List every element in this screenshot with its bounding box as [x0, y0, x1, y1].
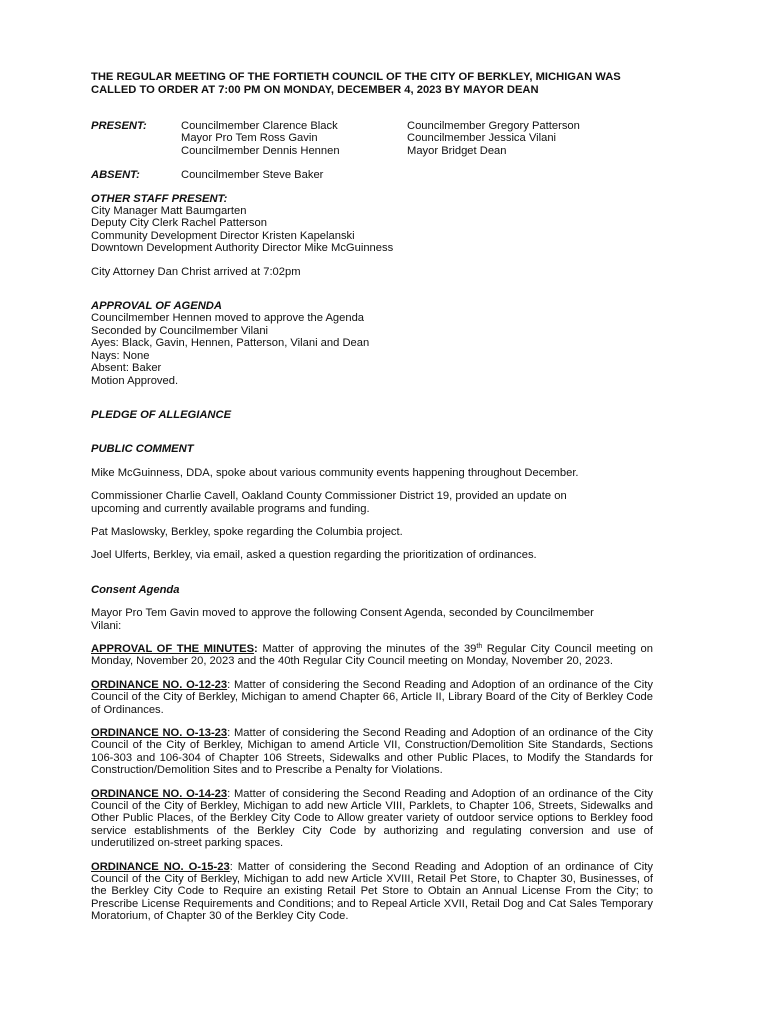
- agenda-line: Councilmember Hennen moved to approve the Agenda: [91, 312, 365, 325]
- present-member: Mayor Pro Tem Ross Gavin: [181, 132, 318, 145]
- attorney-note: City Attorney Dan Christ arrived at 7:02pm: [91, 265, 301, 278]
- ordinance-item: [91, 679, 653, 716]
- agenda-line: Seconded by Councilmember Vilani: [91, 324, 269, 337]
- ordinance-label: ORDINANCE NO. O-15-23: [91, 860, 230, 873]
- agenda-section: [91, 300, 653, 387]
- staff-line: City Manager Matt Baumgarten: [91, 205, 247, 218]
- consent-intro-line-1: Mayor Pro Tem Gavin moved to approve the following Consent Agenda, seconded by Councilmember: [91, 607, 594, 620]
- present-column-2: [407, 120, 580, 157]
- meeting-title-line-2: CALLED TO ORDER AT 7:00 PM ON MONDAY, DECEMBER 4, 2023 BY MAYOR DEAN: [91, 84, 539, 96]
- absent-section: [91, 169, 653, 181]
- staff-section: [91, 193, 653, 255]
- public-comment-2-line-1: Commissioner Charlie Cavell, Oakland County Commissioner District 19, provided an update on: [91, 490, 567, 503]
- ordinance-text: : Matter of considering the Second Reading and Adoption of an ordinance of the City Council of the City of Berkley, Michigan to amend Chapter 66, Article II, Library Board of the City of Berkley Code of Ordinances.: [91, 678, 653, 716]
- ordinance-label: ORDINANCE NO. O-13-23: [91, 727, 228, 739]
- public-comment-heading: PUBLIC COMMENT: [91, 443, 194, 456]
- document-page: [91, 71, 653, 923]
- present-member: Councilmember Gregory Patterson: [407, 120, 580, 132]
- present-member: Councilmember Dennis Hennen: [181, 144, 340, 157]
- public-comment-3: Pat Maslowsky, Berkley, spoke regarding the Columbia project.: [91, 525, 403, 538]
- consent-agenda-heading: Consent Agenda: [91, 583, 180, 596]
- minutes-item-colon: :: [254, 642, 258, 655]
- ordinance-item: [91, 727, 653, 777]
- consent-intro-line-2: Vilani:: [91, 619, 122, 632]
- staff-heading: OTHER STAFF PRESENT:: [91, 192, 228, 205]
- agenda-line: Absent: Baker: [91, 362, 162, 375]
- consent-intro: [91, 607, 653, 632]
- agenda-heading: APPROVAL OF AGENDA: [91, 300, 222, 313]
- present-member: Councilmember Jessica Vilani: [407, 132, 557, 145]
- ordinance-item: [91, 788, 653, 850]
- public-comment-4: Joel Ulferts, Berkley, via email, asked a question regarding the prioritization of ordinances.: [91, 549, 537, 562]
- minutes-item-text-1: Matter of approving the minutes of the 39: [257, 642, 477, 655]
- public-comment-2: [91, 490, 653, 515]
- present-member: Mayor Bridget Dean: [407, 144, 507, 157]
- present-member: Councilmember Clarence Black: [181, 120, 338, 132]
- staff-line: Community Development Director Kristen Kapelanski: [91, 229, 355, 242]
- minutes-item-text-2: Regular City Council meeting on Monday, November 20, 2023 and the 40th Regular City Council meeting on Monday, November 20, 2023.: [91, 642, 653, 668]
- meeting-title-line-1: THE REGULAR MEETING OF THE FORTIETH COUNCIL OF THE CITY OF BERKLEY, MICHIGAN WAS: [91, 71, 621, 83]
- minutes-item-superscript: th: [476, 642, 483, 650]
- meeting-title: [91, 71, 653, 97]
- present-column-1: [181, 120, 407, 157]
- absent-label: ABSENT:: [91, 169, 140, 182]
- public-comment-1: Mike McGuinness, DDA, spoke about various community events happening throughout December.: [91, 466, 579, 479]
- ordinance-text: : Matter of considering the Second Reading and Adoption of an ordinance of the City Council of the City of Berkley, Michigan to add new Article VIII, Parklets, to Chapter 106, Streets, Sidewalks and Other Public Places, of the Berkley City Code to Allow greater variety of outdoor service options to Berkley food service establishments of the Berkley City Code by authorizing and regulating conversion and use of underutilized on-street parking spaces.: [91, 787, 653, 850]
- present-label: PRESENT:: [91, 120, 147, 132]
- pledge-heading: PLEDGE OF ALLEGIANCE: [91, 408, 232, 421]
- minutes-item-label: APPROVAL OF THE MINUTES: [91, 642, 255, 655]
- ordinance-text: : Matter of considering the Second Reading and Adoption of an ordinance of City Council of the City of Berkley, Michigan to add new Article XVIII, Retail Pet Store, to Chapter 30, Businesses, of the Berkley City Code to Require an existing Retail Pet Store to Obtain an Annual License From the City; to Prescribe License Requirements and Conditions; and to Repeal Article XVII, Retail Dog and Cat Sales Temporary Moratorium, of Chapter 30 of the Berkley City Code.: [91, 860, 653, 923]
- public-comment-2-line-2: upcoming and currently available programs and funding.: [91, 502, 370, 515]
- agenda-line: Ayes: Black, Gavin, Hennen, Patterson, Vilani and Dean: [91, 337, 370, 350]
- ordinance-label: ORDINANCE NO. O-12-23: [91, 678, 228, 691]
- staff-line: Deputy City Clerk Rachel Patterson: [91, 217, 267, 230]
- ordinance-text: : Matter of considering the Second Reading and Adoption of an ordinance of the City Council of the City of Berkley, Michigan to amend Article VII, Construction/Demolition Site Standards, Sections 106-303 and 106-304 of Chapter 106 Streets, Sidewalks and other Public Places, to Modify the Standards for Construction/Demolition Sites and to Prescribe a Penalty for Violations.: [91, 727, 653, 777]
- minutes-item: [91, 643, 653, 668]
- absent-member: Councilmember Steve Baker: [181, 169, 324, 182]
- ordinance-label: ORDINANCE NO. O-14-23: [91, 787, 228, 800]
- present-section: [91, 120, 653, 157]
- ordinance-item: [91, 861, 653, 923]
- staff-line: Downtown Development Authority Director Mike McGuinness: [91, 242, 394, 255]
- agenda-line: Nays: None: [91, 349, 150, 362]
- agenda-line: Motion Approved.: [91, 374, 179, 387]
